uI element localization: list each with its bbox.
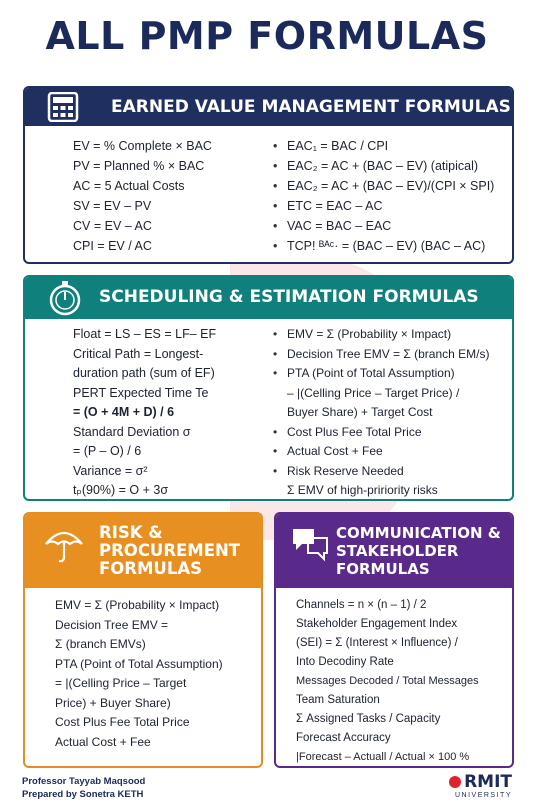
evm-formula: AC = 5 Actual Costs [73,179,185,193]
evm-formula: • EAC₂ = AC + (BAC – EV)/(CPI × SPI) [273,176,494,196]
risk-formula: Decision Tree EMV = [55,617,169,632]
risk-list [55,596,223,752]
footer-preparer: Prepared by Sonetra KETH [22,789,144,800]
scheduling-formula: PERT Expected Time Te [73,385,209,400]
evm-header [25,88,512,126]
evm-formula: SV = EV – PV [73,199,152,213]
communication-formula: (SEI) = Σ (Interest × Influence) / [296,637,458,649]
risk-formula: EMV = Σ (Probability × Impact) [55,598,220,612]
communication-formula: Forecast Accuracy [296,732,391,744]
communication-formula: Stakeholder Engagement Index [296,618,458,630]
evm-section [23,86,514,264]
scheduling-right-list [273,325,489,501]
risk-formula: Cost Plus Fee Total Price [55,715,190,729]
communication-formula: Team Saturation [296,694,380,706]
evm-left-list [73,136,212,256]
risk-formula: Actual Cost + Fee [55,734,151,749]
evm-formula: CV = EV – AC [73,219,152,233]
footer-credits [22,775,145,801]
scheduling-formula: Variance = σ² [73,463,148,478]
risk-formula: Price) + Buyer Share) [55,695,171,710]
communication-formula: |Forecast – Actuall / Actual × 100 % [296,751,470,763]
evm-formula: CPI = EV / AC [73,239,152,253]
scheduling-left-list [73,325,216,501]
scheduling-formula: Buyer Share) + Target Cost [287,405,433,419]
scheduling-formula: tₚ(90%) = O + 3σ [73,483,169,497]
communication-formula: Σ Assigned Tasks / Capacity [296,713,441,725]
chat-bubbles-icon [290,526,330,562]
scheduling-formula: • Risk Reserve Needed [273,462,489,482]
footer-professor: Professor Tayyab Maqsood [22,776,146,787]
evm-formula: • EAC₁ = BAC / CPI [273,136,494,156]
communication-list [296,596,479,767]
scheduling-formula: Standard Deviation σ [73,424,191,439]
umbrella-icon [43,524,85,564]
evm-formula: • TCP! ᴮᴬᶜ· = (BAC – EV) (BAC – AC) [273,236,494,256]
scheduling-formula: – |(Celling Price – Target Price) / [287,385,460,400]
communication-formula: Messages Decoded / Total Messages [296,675,479,687]
communication-section [274,512,514,768]
scheduling-formula: = (O + 4M + D) / 6 [73,405,175,419]
communication-header-text: COMMUNICATION & STAKEHOLDER FORMULAS [336,524,501,578]
communication-formula: Channels = n × (n – 1) / 2 [296,599,427,611]
risk-formula: = |(Celling Price – Target [55,676,187,690]
evm-formula: • VAC = BAC – EAC [273,216,494,236]
scheduling-formula: duration path (sum of EF) [73,366,215,380]
stopwatch-icon [47,280,83,316]
scheduling-header-text: SCHEDULING & ESTIMATION FORMULAS [99,287,479,307]
evm-formula: • ETC = EAC – AC [273,196,494,216]
rmit-mark-icon [449,776,461,788]
risk-formula: Σ (branch EMVs) [55,637,146,651]
logo-sub: UNIVERSITY [454,792,512,799]
scheduling-formula: Float = LS – ES = LF– EF [73,327,217,341]
scheduling-formula: Critical Path = Longest- [73,346,204,361]
scheduling-formula: • Decision Tree EMV = Σ (branch EM/s) [273,345,489,365]
scheduling-formula: = (P – O) / 6 [73,444,142,458]
evm-formula: PV = Planned % × BAC [73,159,205,173]
evm-right-list [273,136,494,256]
scheduling-formula: Σ EMV of high-pririority risks [287,483,438,497]
communication-formula: Into Decodiny Rate [296,656,394,668]
scheduling-header [25,277,512,319]
scheduling-formula: • PTA (Point of Total Assumption) [273,364,489,384]
calculator-icon [47,92,79,122]
risk-header [25,514,261,588]
risk-formula: PTA (Point of Total Assumption) [55,656,223,671]
page-title: ALL PMP FORMULAS [45,14,489,58]
scheduling-section [23,275,514,501]
scheduling-formula: • Cost Plus Fee Total Price [273,423,489,443]
risk-header-text: RISK & PROCUREMENT FORMULAS [99,523,241,578]
evm-formula: • EAC₂ = AC + (BAC – EV) (atipical) [273,156,494,176]
evm-formula: EV = % Complete × BAC [73,139,212,153]
risk-section [23,512,263,768]
logo-brand: RMIT [464,772,512,792]
scheduling-formula: • Actual Cost + Fee [273,442,489,462]
evm-header-text: EARNED VALUE MANAGEMENT FORMULAS [111,97,511,117]
rmit-logo [449,772,512,799]
scheduling-formula: • EMV = Σ (Probability × Impact) [273,325,489,345]
communication-header [276,514,512,588]
